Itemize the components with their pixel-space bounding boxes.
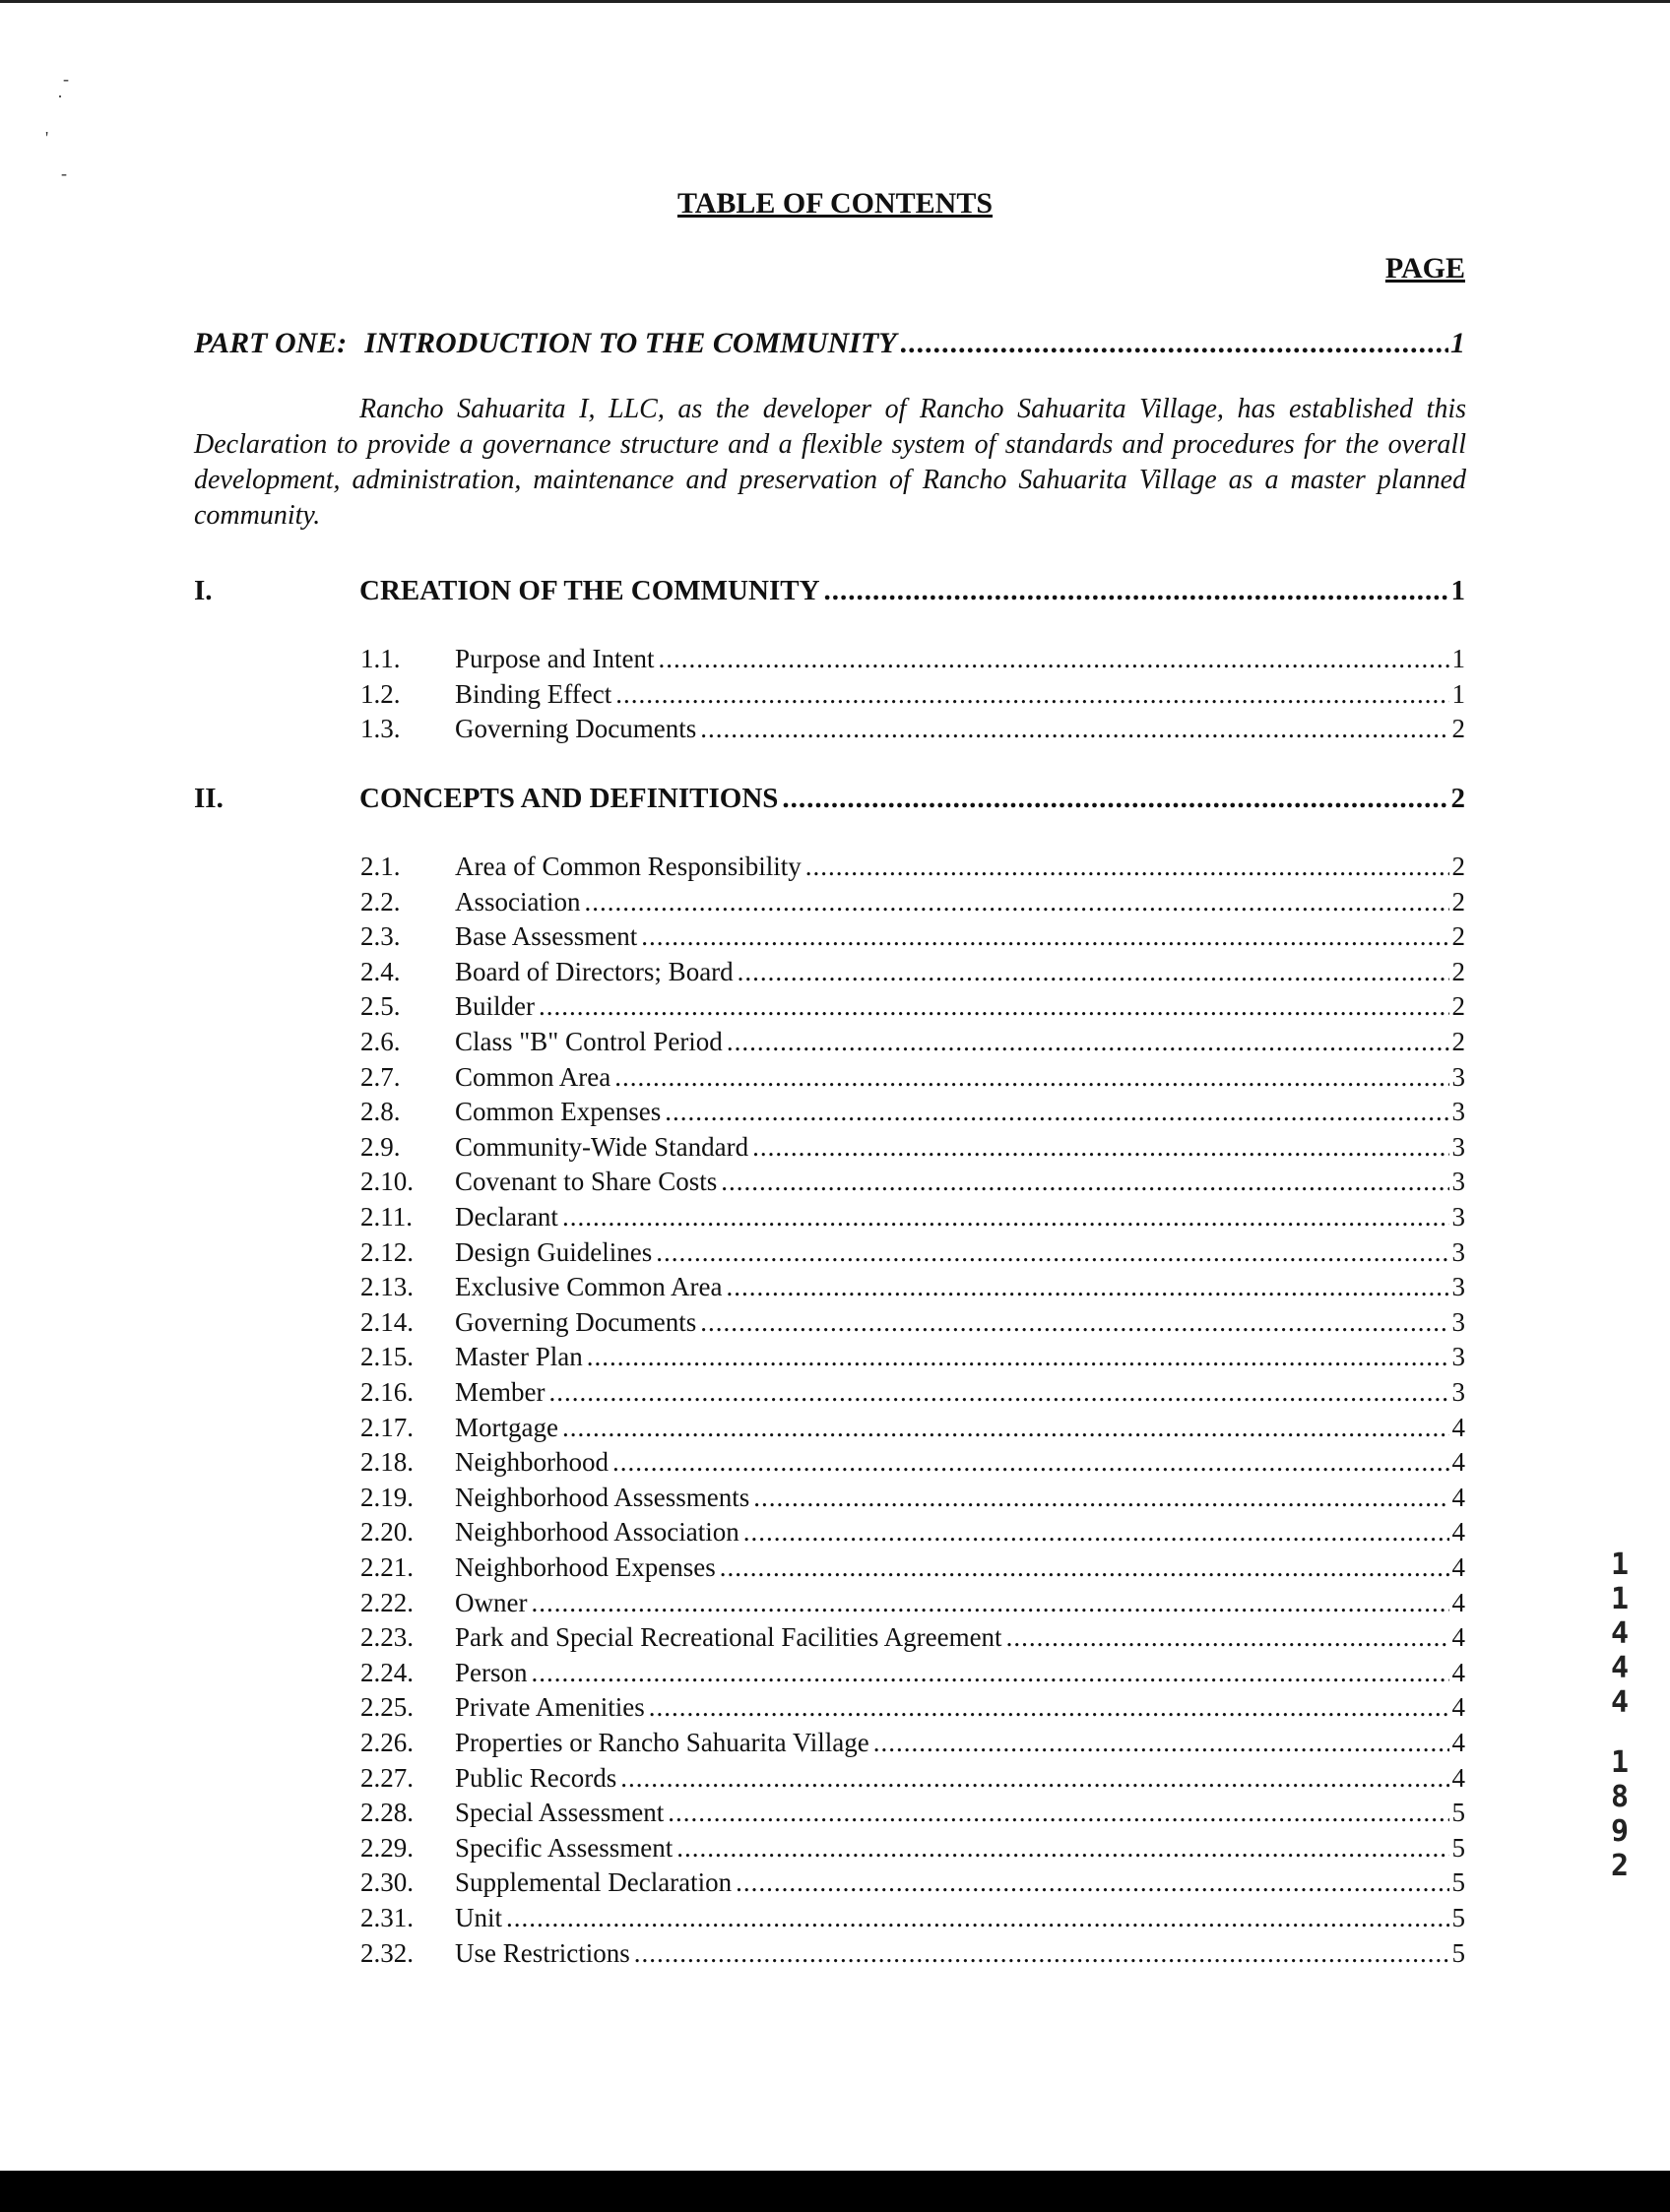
entry-title: Specific Assessment bbox=[455, 1832, 674, 1863]
entry-number: 2.3. bbox=[360, 921, 401, 952]
entry-page: 4 bbox=[1451, 1728, 1465, 1757]
entry-page: 2 bbox=[1451, 852, 1465, 881]
dot-leader bbox=[727, 1027, 1449, 1057]
stamp-digit: 1 bbox=[1610, 1745, 1630, 1780]
entry-number: 2.10. bbox=[360, 1167, 414, 1197]
toc-entry[interactable] bbox=[360, 1517, 1465, 1548]
toc-entry[interactable] bbox=[360, 1413, 1465, 1443]
entry-number: 2.14. bbox=[360, 1306, 414, 1337]
dot-leader bbox=[805, 852, 1449, 882]
entry-number: 2.1. bbox=[360, 852, 401, 881]
dot-leader bbox=[752, 1132, 1449, 1163]
toc-entry[interactable] bbox=[360, 1552, 1465, 1583]
entry-title: Supplemental Declaration bbox=[455, 1867, 733, 1898]
entry-page: 3 bbox=[1451, 1131, 1465, 1162]
dot-leader bbox=[873, 1728, 1449, 1758]
part-one-title: INTRODUCTION TO THE COMMUNITY bbox=[364, 327, 897, 359]
dot-leader bbox=[562, 1202, 1449, 1232]
dot-leader bbox=[612, 1447, 1449, 1478]
toc-entry[interactable] bbox=[360, 1447, 1465, 1478]
section-2-title: CONCEPTS AND DEFINITIONS bbox=[359, 783, 779, 814]
entry-title: Neighborhood Assessments bbox=[455, 1482, 750, 1512]
dot-leader bbox=[649, 1692, 1449, 1723]
dot-leader bbox=[585, 887, 1450, 917]
entry-title: Public Records bbox=[455, 1762, 617, 1793]
section-2-page: 2 bbox=[1450, 783, 1465, 814]
entry-title: Builder bbox=[455, 991, 535, 1022]
stamp-digit: 1 bbox=[1610, 1582, 1630, 1616]
entry-number: 2.25. bbox=[360, 1692, 414, 1723]
entry-page: 1 bbox=[1451, 644, 1465, 673]
entry-page: 4 bbox=[1451, 1692, 1465, 1723]
toc-entry[interactable] bbox=[360, 1692, 1465, 1723]
part-one-label: PART ONE: bbox=[194, 327, 348, 359]
section-1-page: 1 bbox=[1450, 575, 1465, 606]
scan-bottom-band bbox=[0, 2171, 1670, 2212]
entry-title: Exclusive Common Area bbox=[455, 1272, 723, 1302]
entry-page: 2 bbox=[1451, 956, 1465, 986]
scan-speck: - bbox=[63, 69, 69, 89]
entry-page: 3 bbox=[1451, 1061, 1465, 1092]
dot-leader bbox=[700, 1307, 1449, 1338]
dot-leader bbox=[726, 1272, 1449, 1302]
toc-entry[interactable] bbox=[360, 1763, 1465, 1794]
toc-entry[interactable] bbox=[360, 921, 1465, 952]
entry-page: 2 bbox=[1451, 991, 1465, 1022]
part-one-page: 1 bbox=[1450, 327, 1465, 359]
entry-title: Private Amenities bbox=[455, 1692, 645, 1723]
entry-page: 2 bbox=[1451, 886, 1465, 916]
part-one-entry[interactable] bbox=[194, 327, 1465, 360]
entry-title: Board of Directors; Board bbox=[455, 956, 734, 986]
dot-leader bbox=[753, 1483, 1449, 1513]
dot-leader bbox=[614, 1062, 1449, 1093]
entry-title: Covenant to Share Costs bbox=[455, 1167, 718, 1197]
toc-entry[interactable] bbox=[360, 1237, 1465, 1268]
dot-leader bbox=[620, 1763, 1449, 1794]
entry-page: 5 bbox=[1451, 1867, 1465, 1898]
dot-leader bbox=[668, 1798, 1449, 1828]
entry-number: 2.18. bbox=[360, 1447, 414, 1478]
entry-number: 2.21. bbox=[360, 1552, 414, 1582]
entry-page: 3 bbox=[1451, 1167, 1465, 1197]
entry-number: 2.29. bbox=[360, 1832, 414, 1863]
toc-entry[interactable] bbox=[360, 1938, 1465, 1969]
dot-leader bbox=[656, 1237, 1449, 1268]
toc-entry[interactable] bbox=[360, 1202, 1465, 1232]
entry-number: 2.22. bbox=[360, 1587, 414, 1617]
entry-number: 2.17. bbox=[360, 1412, 414, 1442]
entry-number: 2.30. bbox=[360, 1867, 414, 1898]
dot-leader bbox=[615, 679, 1449, 710]
scan-speck: · bbox=[57, 87, 63, 106]
entry-page: 4 bbox=[1451, 1447, 1465, 1478]
entry-title: Neighborhood Association bbox=[455, 1517, 739, 1548]
toc-entry[interactable] bbox=[360, 1272, 1465, 1302]
dot-leader bbox=[782, 783, 1448, 815]
stamp-digit: 4 bbox=[1610, 1651, 1630, 1685]
entry-number: 2.27. bbox=[360, 1762, 414, 1793]
entry-number: 2.4. bbox=[360, 956, 401, 986]
entry-title: Person bbox=[455, 1657, 528, 1687]
entry-title: Base Assessment bbox=[455, 921, 638, 952]
entry-page: 3 bbox=[1451, 1377, 1465, 1407]
toc-entry[interactable] bbox=[360, 1307, 1465, 1338]
dot-leader bbox=[562, 1413, 1449, 1443]
entry-title: Member bbox=[455, 1377, 546, 1407]
entry-number: 1.3. bbox=[360, 714, 401, 743]
entry-number: 2.6. bbox=[360, 1027, 401, 1056]
entry-page: 3 bbox=[1451, 1306, 1465, 1337]
entry-number: 2.23. bbox=[360, 1622, 414, 1653]
section-2-entry[interactable] bbox=[194, 783, 1465, 815]
entry-title: Governing Documents bbox=[455, 1306, 697, 1337]
toc-entry[interactable] bbox=[360, 991, 1465, 1022]
dot-leader bbox=[634, 1938, 1449, 1969]
entry-page: 4 bbox=[1451, 1552, 1465, 1582]
entry-number: 2.20. bbox=[360, 1517, 414, 1548]
section-1-entry[interactable] bbox=[194, 575, 1465, 607]
section-2-number: II. bbox=[194, 783, 224, 814]
stamp-digit: 4 bbox=[1610, 1616, 1630, 1651]
toc-entry[interactable] bbox=[360, 1167, 1465, 1197]
dot-leader bbox=[641, 921, 1449, 952]
side-stamp-number bbox=[1605, 1548, 1635, 1883]
dot-leader bbox=[548, 1377, 1449, 1408]
toc-entry[interactable] bbox=[360, 852, 1465, 882]
toc-entry[interactable] bbox=[360, 887, 1465, 917]
dot-leader bbox=[720, 1552, 1449, 1583]
toc-entry[interactable] bbox=[360, 1728, 1465, 1758]
scan-speck: ' bbox=[45, 128, 49, 148]
entry-title: Properties or Rancho Sahuarita Village bbox=[455, 1728, 869, 1757]
document-title: TABLE OF CONTENTS bbox=[676, 187, 994, 220]
entry-title: Declarant bbox=[455, 1202, 558, 1232]
entry-page: 2 bbox=[1451, 1027, 1465, 1056]
stamp-digit: 8 bbox=[1610, 1780, 1630, 1814]
entry-page: 4 bbox=[1451, 1412, 1465, 1442]
entry-number: 2.31. bbox=[360, 1903, 414, 1932]
stamp-digit: 9 bbox=[1610, 1814, 1630, 1849]
entry-title: Park and Special Recreational Facilities Agreement bbox=[455, 1622, 1002, 1653]
entry-page: 2 bbox=[1451, 714, 1465, 743]
toc-entry[interactable] bbox=[360, 1483, 1465, 1513]
stamp-gap bbox=[1605, 1720, 1635, 1745]
dot-leader bbox=[824, 575, 1449, 607]
section-1-number: I. bbox=[194, 575, 213, 606]
toc-entry[interactable] bbox=[360, 1622, 1465, 1653]
entry-number: 2.16. bbox=[360, 1377, 414, 1407]
entry-page: 4 bbox=[1451, 1517, 1465, 1548]
dot-leader bbox=[738, 957, 1449, 987]
entry-page: 5 bbox=[1451, 1937, 1465, 1968]
scan-top-edge bbox=[0, 0, 1670, 3]
toc-entry[interactable] bbox=[360, 1097, 1465, 1127]
dot-leader bbox=[736, 1867, 1449, 1898]
entry-page: 4 bbox=[1451, 1587, 1465, 1617]
entry-page: 3 bbox=[1451, 1342, 1465, 1372]
scan-speck: - bbox=[61, 163, 67, 183]
entry-title: Use Restrictions bbox=[455, 1937, 630, 1968]
entry-page: 4 bbox=[1451, 1482, 1465, 1512]
entry-page: 4 bbox=[1451, 1762, 1465, 1793]
entry-number: 1.2. bbox=[360, 678, 401, 709]
stamp-digit: 2 bbox=[1610, 1849, 1630, 1883]
dot-leader bbox=[901, 327, 1448, 360]
entry-page: 5 bbox=[1451, 1903, 1465, 1932]
entry-number: 2.12. bbox=[360, 1236, 414, 1267]
toc-entry[interactable] bbox=[360, 1833, 1465, 1864]
entry-title: Association bbox=[455, 886, 581, 916]
entry-number: 2.26. bbox=[360, 1728, 414, 1757]
toc-entry[interactable] bbox=[360, 1342, 1465, 1372]
entry-title: Purpose and Intent bbox=[455, 644, 655, 673]
entry-page: 3 bbox=[1451, 1202, 1465, 1232]
entry-page: 3 bbox=[1451, 1272, 1465, 1302]
dot-leader bbox=[1006, 1622, 1449, 1653]
entry-title: Owner bbox=[455, 1587, 528, 1617]
entry-number: 2.32. bbox=[360, 1937, 414, 1968]
entry-title: Neighborhood bbox=[455, 1447, 609, 1478]
entry-number: 2.19. bbox=[360, 1482, 414, 1512]
entry-page: 2 bbox=[1451, 921, 1465, 952]
entry-page: 4 bbox=[1451, 1622, 1465, 1653]
entry-title: Mortgage bbox=[455, 1412, 558, 1442]
entry-number: 2.11. bbox=[360, 1202, 413, 1232]
entry-title: Neighborhood Expenses bbox=[455, 1552, 716, 1582]
dot-leader bbox=[531, 1588, 1449, 1618]
entry-title: Master Plan bbox=[455, 1342, 583, 1372]
dot-leader bbox=[532, 1658, 1450, 1688]
entry-page: 3 bbox=[1451, 1097, 1465, 1127]
dot-leader bbox=[587, 1342, 1449, 1372]
dot-leader bbox=[506, 1903, 1449, 1933]
entry-title: Common Expenses bbox=[455, 1097, 662, 1127]
entry-number: 2.2. bbox=[360, 886, 401, 916]
entry-number: 1.1. bbox=[360, 644, 401, 673]
entry-number: 2.7. bbox=[360, 1061, 401, 1092]
toc-entry[interactable] bbox=[360, 679, 1465, 710]
entry-title: Binding Effect bbox=[455, 678, 612, 709]
entry-title: Unit bbox=[455, 1903, 503, 1932]
entry-number: 2.5. bbox=[360, 991, 401, 1022]
toc-entry[interactable] bbox=[360, 1903, 1465, 1933]
dot-leader bbox=[743, 1517, 1449, 1548]
toc-entry[interactable] bbox=[360, 644, 1465, 674]
dot-leader bbox=[721, 1167, 1449, 1197]
entry-page: 3 bbox=[1451, 1236, 1465, 1267]
entry-title: Community-Wide Standard bbox=[455, 1131, 749, 1162]
toc-entry[interactable] bbox=[360, 1798, 1465, 1828]
dot-leader bbox=[539, 991, 1449, 1022]
toc-entry[interactable] bbox=[360, 1062, 1465, 1093]
dot-leader bbox=[700, 714, 1449, 744]
entry-number: 2.9. bbox=[360, 1131, 401, 1162]
entry-number: 2.13. bbox=[360, 1272, 414, 1302]
entry-number: 2.24. bbox=[360, 1657, 414, 1687]
page-column-header: PAGE bbox=[1384, 252, 1465, 284]
entry-number: 2.8. bbox=[360, 1097, 401, 1127]
toc-entry[interactable] bbox=[360, 1377, 1465, 1408]
intro-paragraph bbox=[194, 392, 1466, 534]
toc-entry[interactable] bbox=[360, 1027, 1465, 1057]
entry-page: 5 bbox=[1451, 1832, 1465, 1863]
toc-entry[interactable] bbox=[360, 714, 1465, 744]
entry-title: Governing Documents bbox=[455, 714, 697, 743]
dot-leader bbox=[665, 1097, 1449, 1127]
toc-entry[interactable] bbox=[360, 1867, 1465, 1898]
dot-leader bbox=[676, 1833, 1449, 1864]
entry-title: Area of Common Responsibility bbox=[455, 852, 802, 881]
entry-title: Design Guidelines bbox=[455, 1236, 653, 1267]
entry-number: 2.28. bbox=[360, 1798, 414, 1828]
toc-entry[interactable] bbox=[360, 957, 1465, 987]
entry-title: Class "B" Control Period bbox=[455, 1027, 723, 1056]
entry-number: 2.15. bbox=[360, 1342, 414, 1372]
dot-leader bbox=[658, 644, 1449, 674]
toc-entry[interactable] bbox=[360, 1588, 1465, 1618]
entry-title: Common Area bbox=[455, 1061, 611, 1092]
stamp-digit: 4 bbox=[1610, 1685, 1630, 1720]
toc-entry[interactable] bbox=[360, 1132, 1465, 1163]
section-1-title: CREATION OF THE COMMUNITY bbox=[359, 575, 820, 606]
entry-page: 1 bbox=[1451, 678, 1465, 709]
entry-page: 5 bbox=[1451, 1798, 1465, 1828]
stamp-digit: 1 bbox=[1610, 1548, 1630, 1582]
toc-entry[interactable] bbox=[360, 1658, 1465, 1688]
entry-title: Special Assessment bbox=[455, 1798, 665, 1828]
intro-text: Rancho Sahuarita I, LLC, as the developer of Rancho Sahuarita Village, has established this Declaration to provide a governance structure and a flexible system of standards and procedures for the overall development, administration, maintenance and preservation of Rancho Sahuarita Village as a master planned community. bbox=[194, 394, 1466, 531]
entry-page: 4 bbox=[1451, 1657, 1465, 1687]
